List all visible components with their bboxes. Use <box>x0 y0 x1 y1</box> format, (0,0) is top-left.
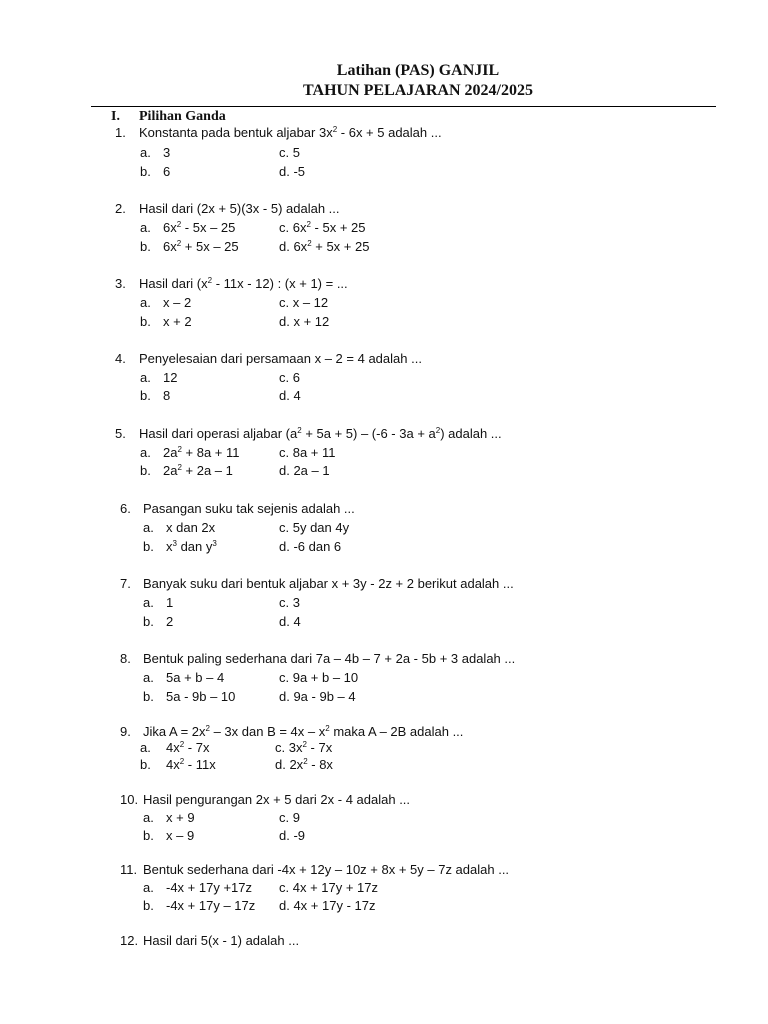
option-c: c. 9 <box>279 810 300 825</box>
option-b: 5a - 9b – 10 <box>166 689 236 704</box>
option-a: 12 <box>163 370 178 385</box>
option-b: $4x^2 - 11x$ <box>166 757 216 772</box>
option-c: c. x – 12 <box>279 295 329 310</box>
option-a: x + 9 <box>166 810 195 825</box>
option-d: d. x + 12 <box>279 314 330 329</box>
option-b: $x^3$ dan $y^3$ <box>166 539 217 554</box>
section-number: I. <box>111 109 120 124</box>
option-b: x – 9 <box>166 828 195 843</box>
question-stem: Pasangan suku tak sejenis adalah ... <box>143 501 355 516</box>
section-heading <box>111 109 226 125</box>
option-c: c. 8a + 11 <box>279 445 336 460</box>
question-stem: Konstanta pada bentuk aljabar $3x^2 - 6x + 5$ adalah ... <box>139 125 442 140</box>
option-d: d. -6 dan 6 <box>279 539 342 554</box>
option-c: c. $6x^2 - 5x + 25$ <box>279 220 366 235</box>
question-number: 12. <box>120 933 139 948</box>
question-stem: Penyelesaian dari persamaan x – 2 = 4 adalah ... <box>139 351 422 366</box>
question-stem: Hasil dari (2x + 5)(3x - 5) adalah ... <box>139 201 340 216</box>
option-d: d. -5 <box>279 164 306 179</box>
question-number: 7. <box>120 576 131 591</box>
option-b: $6x^2 + 5x - 25$ <box>163 239 239 254</box>
option-d: d. 4 <box>279 614 301 629</box>
question-stem: Jika $A = 2x^2 - 3x$ dan $B = 4x - x^2$ maka A – 2B adalah ... <box>143 724 464 739</box>
question-number: 8. <box>120 651 131 666</box>
document-title: Latihan (PAS) GANJIL <box>336 62 500 79</box>
option-b: 8 <box>163 388 171 403</box>
option-a: $2a^2 + 8a + 11$ <box>163 445 240 460</box>
option-b: -4x + 17y – 17z <box>166 898 256 913</box>
question-number: 3. <box>115 276 126 291</box>
question-number: 10. <box>120 792 139 807</box>
question-stem: Bentuk sederhana dari -4x + 12y – 10z + 8x + 5y – 7z adalah ... <box>143 862 510 877</box>
question-stem: Hasil dari $(x^2 - 11x - 12)$ : (x + 1) = ... <box>139 276 348 291</box>
question-stem: Banyak suku dari bentuk aljabar x + 3y - 2z + 2 berikut adalah ... <box>143 576 514 591</box>
question-stem: Hasil pengurangan 2x + 5 dari 2x - 4 adalah ... <box>143 792 411 807</box>
option-b: 6 <box>163 164 171 179</box>
option-c: c. 3 <box>279 595 300 610</box>
option-a: 3 <box>163 145 171 160</box>
question-number: 1. <box>115 125 126 140</box>
option-d: d. 4x + 17y - 17z <box>279 898 376 913</box>
option-d: d. 9a - 9b – 4 <box>279 689 356 704</box>
option-a: x – 2 <box>163 295 192 310</box>
option-a: 1 <box>166 595 174 610</box>
option-d: d. $6x^2 + 5x + 25$ <box>279 239 370 254</box>
question-number: 2. <box>115 201 126 216</box>
question-number: 6. <box>120 501 131 516</box>
option-d: d. 4 <box>279 388 301 403</box>
question-number: 5. <box>115 426 126 441</box>
question-number: 9. <box>120 724 131 739</box>
option-c: c. 5y dan 4y <box>279 520 350 535</box>
header-divider <box>91 106 716 107</box>
question-stem: Hasil dari operasi aljabar $(a^2 + 5a + 5) - (-6 - 3a + a^2)$ adalah ... <box>139 426 502 441</box>
document-subtitle: TAHUN PELAJARAN 2024/2025 <box>303 82 533 99</box>
option-a: -4x + 17y +17z <box>166 880 252 895</box>
option-a: $4x^2 - 7x$ <box>166 740 210 755</box>
option-b: $2a^2 + 2a - 1$ <box>163 463 233 478</box>
option-d: d. $2x^2 - 8x$ <box>275 757 333 772</box>
question-stem: Bentuk paling sederhana dari 7a – 4b – 7 + 2a - 5b + 3 adalah ... <box>143 651 516 666</box>
option-b: x + 2 <box>163 314 192 329</box>
option-b: 2 <box>166 614 174 629</box>
option-c: c. 4x + 17y + 17z <box>279 880 379 895</box>
option-c: c. 5 <box>279 145 300 160</box>
option-c: c. 6 <box>279 370 300 385</box>
section-title: Pilihan Ganda <box>139 109 226 124</box>
option-d: d. -9 <box>279 828 306 843</box>
question-stem: Hasil dari 5(x - 1) adalah ... <box>143 933 300 948</box>
question-number: 11. <box>120 862 138 877</box>
option-d: d. 2a – 1 <box>279 463 330 478</box>
option-c: c. 9a + b – 10 <box>279 670 359 685</box>
option-a: 5a + b – 4 <box>166 670 225 685</box>
option-a: $6x^2 - 5x - 25$ <box>163 220 236 235</box>
question-number: 4. <box>115 351 126 366</box>
option-a: x dan 2x <box>166 520 216 535</box>
option-c: c. $3x^2 - 7x$ <box>275 740 333 755</box>
